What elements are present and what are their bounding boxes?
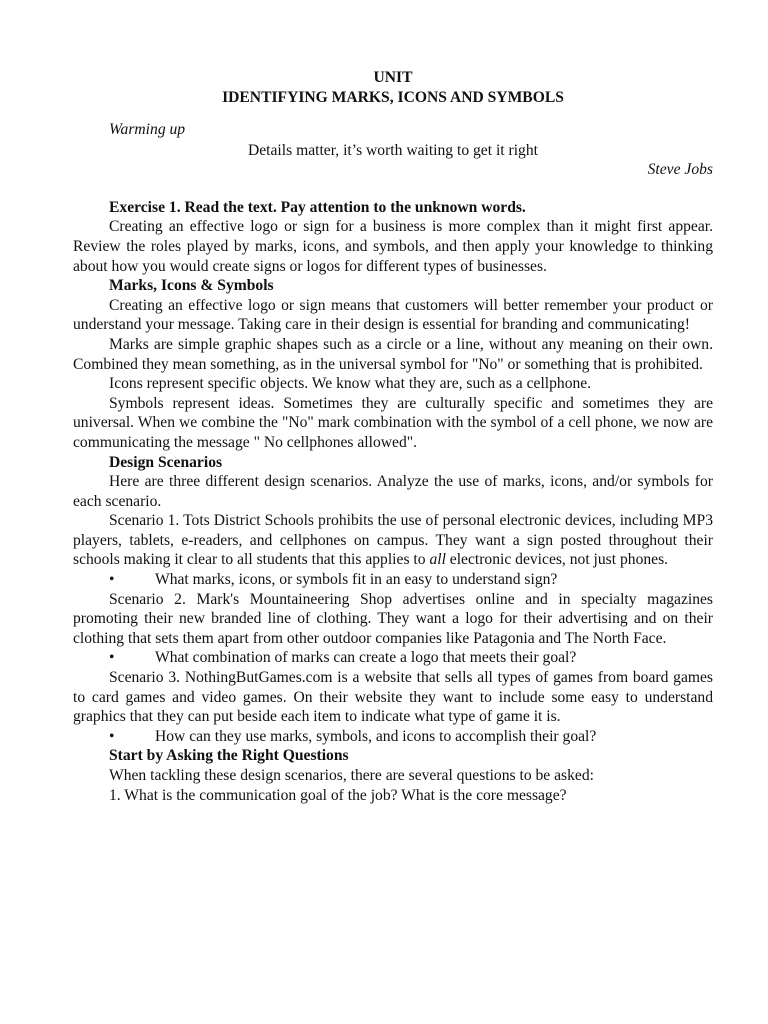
questions-intro-paragraph: When tackling these design scenarios, there are several questions to be asked: bbox=[109, 767, 594, 784]
scenario-1-text-end: electronic devices, not just phones. bbox=[445, 551, 669, 569]
exercise-intro-paragraph: Creating an effective logo or sign for a business is more complex than it might first appear. Review the roles played by marks, icons, and symbols, and then apply your knowledge to thinking about how you would create signs or logos for different types of businesses. bbox=[73, 218, 713, 275]
marks-paragraph-2: Marks are simple graphic shapes such as a circle or a line, without any meaning on their own. Combined they mean something, as in the universal symbol for "No" or something that is prohibited. bbox=[73, 335, 713, 373]
design-intro-paragraph: Here are three different design scenarios. Analyze the use of marks, icons, and/or symbols for each scenario. bbox=[73, 473, 713, 510]
warmup-label: Warming up bbox=[109, 121, 186, 138]
warmup-quote: Details matter, it’s worth waiting to get it right bbox=[248, 141, 538, 159]
page-title: IDENTIFYING MARKS, ICONS AND SYMBOLS bbox=[222, 89, 564, 106]
marks-paragraph-1: Creating an effective logo or sign means that customers will better remember your product or understand your message. Taking care in their design is essential for branding and communicating! bbox=[73, 296, 713, 334]
scenario-1-text: Scenario 1. Tots District Schools prohibits the use of personal electronic devices, including MP3 players, tablets, e-readers, and cellphones on campus. They want a sign posted throughout their schools making it clear to all students that this applies to bbox=[73, 512, 713, 569]
marks-section-heading: Marks, Icons & Symbols bbox=[109, 277, 274, 295]
unit-label: UNIT bbox=[373, 69, 413, 86]
scenario-2-question bbox=[73, 648, 713, 668]
design-section-heading: Design Scenarios bbox=[109, 453, 223, 471]
symbols-paragraph: Symbols represent ideas. Sometimes they are culturally specific and sometimes they are universal. When we combine the "No" mark combination with the symbol of a cell phone, we now are communicating the message " No cellphones allowed". bbox=[73, 394, 713, 451]
bullet-marker: • bbox=[109, 649, 115, 667]
question-text: How can they use marks, symbols, and icons to accomplish their goal? bbox=[155, 727, 597, 745]
exercise-heading: Exercise 1. Read the text. Pay attention to the unknown words. bbox=[109, 198, 526, 216]
quote-author: Steve Jobs bbox=[647, 161, 713, 179]
scenario-1-emphasis: all bbox=[429, 551, 446, 569]
scenario-3-paragraph: Scenario 3. NothingButGames.com is a website that sells all types of games from board games to card games and video games. On their website they want to include some easy to understand graphics that they can put beside each item to indicate what type of game it is. bbox=[73, 669, 713, 726]
scenario-1-question bbox=[73, 570, 713, 590]
scenario-3-question bbox=[73, 727, 713, 747]
question-text: What combination of marks can create a logo that meets their goal? bbox=[155, 649, 577, 667]
icons-paragraph: Icons represent specific objects. We know what they are, such as a cellphone. bbox=[109, 375, 592, 393]
question-text: What marks, icons, or symbols fit in an easy to understand sign? bbox=[155, 571, 558, 589]
bullet-marker: • bbox=[109, 727, 115, 745]
question-item-1: 1. What is the communication goal of the job? What is the core message? bbox=[109, 786, 567, 804]
scenario-2-paragraph: Scenario 2. Mark's Mountaineering Shop advertises online and in specialty magazines promoting their new branded line of clothing. They want a logo for their advertising and on their clothing that sets them apart from other outdoor companies like Patagonia and The North Face. bbox=[73, 590, 713, 647]
bullet-marker: • bbox=[109, 571, 115, 589]
questions-section-heading: Start by Asking the Right Questions bbox=[109, 747, 349, 765]
scenario-1-paragraph bbox=[73, 511, 713, 570]
